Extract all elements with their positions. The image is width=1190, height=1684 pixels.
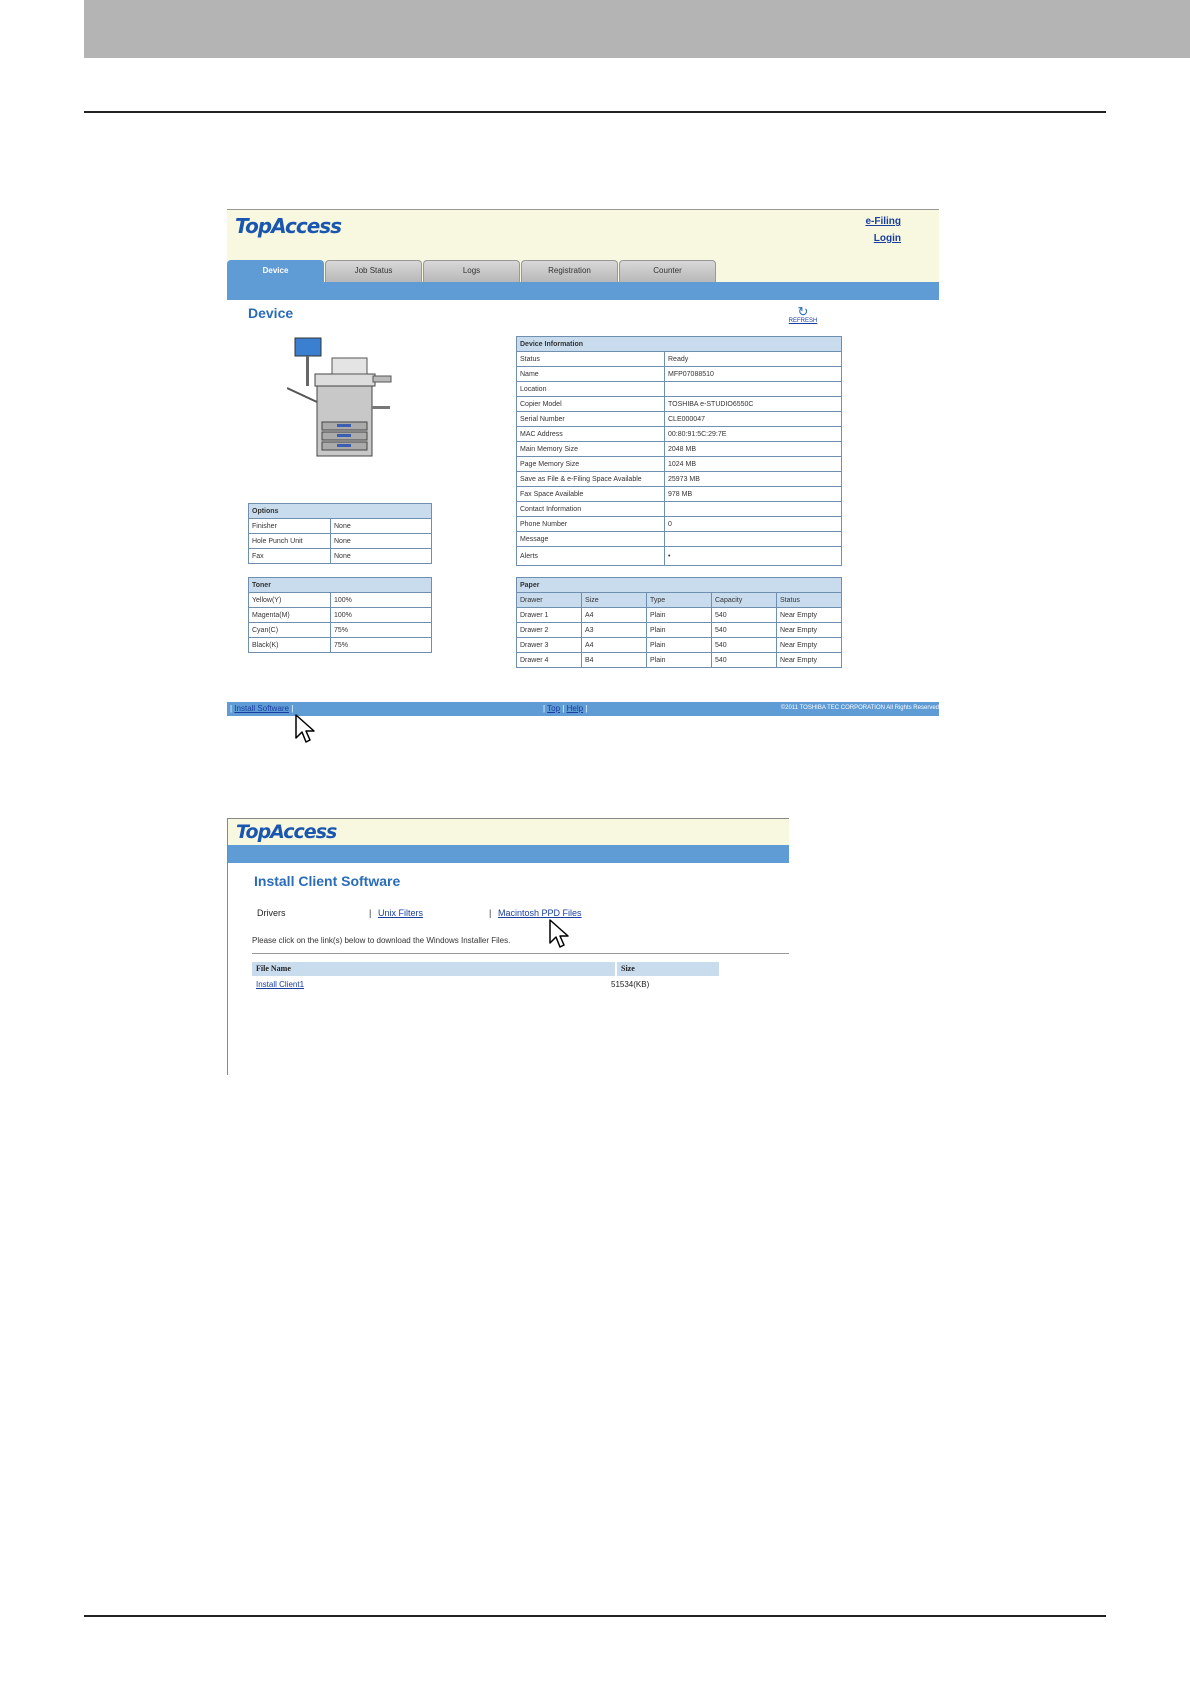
refresh-button[interactable]	[783, 306, 823, 324]
file-name-header: File Name	[256, 964, 291, 973]
divider	[252, 953, 789, 954]
device-info-caption: Device Information	[517, 337, 842, 352]
table-row: Serial Number CLE000047	[517, 412, 842, 427]
instruction-text: Please click on the link(s) below to download the Windows Installer Files.	[252, 936, 511, 945]
table-row: Black(K) 75%	[249, 638, 432, 653]
tab-bar	[227, 260, 939, 282]
table-row: Name MFP07088510	[517, 367, 842, 382]
table-row: Main Memory Size 2048 MB	[517, 442, 842, 457]
footer-bar	[227, 702, 939, 716]
table-row: Message	[517, 532, 842, 547]
file-size: 51534(KB)	[611, 980, 650, 989]
table-row: Drawer 2 A3 Plain 540 Near Empty	[517, 623, 842, 638]
sub-tab-bar	[227, 282, 939, 300]
toner-table	[248, 577, 432, 653]
installer-files-table	[252, 962, 719, 992]
footer-left: | Install Software |	[230, 704, 294, 713]
tab-logs[interactable]: Logs	[423, 260, 520, 282]
table-row: Hole Punch Unit None	[249, 534, 432, 549]
paper-header-row: Drawer Size Type Capacity Status	[517, 593, 842, 608]
table-row: Copier Model TOSHIBA e-STUDIO6550C	[517, 397, 842, 412]
macintosh-ppd-files-link[interactable]: Macintosh PPD Files	[498, 908, 582, 918]
size-header: Size	[621, 964, 635, 973]
page-title: Install Client Software	[254, 873, 401, 889]
page-header-band	[84, 0, 1190, 58]
toner-caption: Toner	[249, 578, 432, 593]
install-client-software-screenshot	[227, 818, 789, 1075]
mouse-pointer-icon	[294, 714, 316, 744]
sub-tab-bar	[228, 845, 789, 863]
paper-table	[516, 577, 842, 668]
footer-mid: | Top | Help |	[543, 704, 588, 713]
page-title: Device	[248, 305, 294, 321]
table-row: Fax Space Available 978 MB	[517, 487, 842, 502]
topaccess-logo: TopAccess	[235, 214, 342, 238]
options-caption: Options	[249, 504, 432, 519]
copyright-text: ©2011 TOSHIBA TEC CORPORATION All Rights Reserved	[780, 705, 939, 711]
header-rule	[84, 111, 1106, 113]
tab-registration[interactable]: Registration	[521, 260, 618, 282]
install-client-link[interactable]: Install Client1	[256, 980, 305, 989]
unix-filters-link[interactable]: Unix Filters	[378, 908, 424, 918]
login-link[interactable]: Login	[873, 233, 901, 244]
topaccess-header	[227, 210, 939, 260]
table-row: Drawer 1 A4 Plain 540 Near Empty	[517, 608, 842, 623]
tab-drivers[interactable]: Drivers	[257, 908, 286, 918]
footer-rule	[84, 1615, 1106, 1617]
table-row: Drawer 3 A4 Plain 540 Near Empty	[517, 638, 842, 653]
tab-job-status[interactable]: Job Status	[325, 260, 422, 282]
e-filing-link[interactable]: e-Filing	[865, 216, 901, 227]
tab-separator: |	[369, 908, 372, 918]
tab-counter[interactable]: Counter	[619, 260, 716, 282]
column-divider	[615, 962, 617, 976]
table-row: Yellow(Y) 100%	[249, 593, 432, 608]
top-link[interactable]: Top	[547, 704, 561, 713]
table-row: Alerts •	[517, 547, 842, 566]
header-links	[865, 216, 901, 250]
table-row: Page Memory Size 1024 MB	[517, 457, 842, 472]
table-row: Cyan(C) 75%	[249, 623, 432, 638]
table-row: Drawer 4 B4 Plain 540 Near Empty	[517, 653, 842, 668]
table-row: Finisher None	[249, 519, 432, 534]
refresh-icon: ↻	[797, 304, 809, 319]
table-row: Phone Number 0	[517, 517, 842, 532]
tab-device[interactable]: Device	[227, 260, 324, 282]
refresh-label: REFRESH	[788, 318, 818, 324]
paper-caption: Paper	[517, 578, 842, 593]
table-row: Location	[517, 382, 842, 397]
table-row: Magenta(M) 100%	[249, 608, 432, 623]
mfp-device-icon	[287, 336, 397, 461]
topaccess-logo: TopAccess	[236, 821, 337, 843]
topaccess-device-screenshot	[227, 209, 939, 717]
table-row	[252, 976, 719, 992]
table-row: Fax None	[249, 549, 432, 564]
table-row: Save as File & e-Filing Space Available 25973 MB	[517, 472, 842, 487]
topaccess-header	[228, 819, 789, 845]
install-software-link[interactable]: Install Software	[234, 704, 290, 713]
table-header-row	[252, 962, 719, 976]
device-information-table	[516, 336, 842, 566]
tab-separator: |	[489, 908, 492, 918]
mouse-pointer-icon	[548, 919, 570, 949]
table-row: MAC Address 00:80:91:5C:29:7E	[517, 427, 842, 442]
table-row: Status Ready	[517, 352, 842, 367]
options-table	[248, 503, 432, 564]
help-link[interactable]: Help	[566, 704, 584, 713]
table-row: Contact Information	[517, 502, 842, 517]
